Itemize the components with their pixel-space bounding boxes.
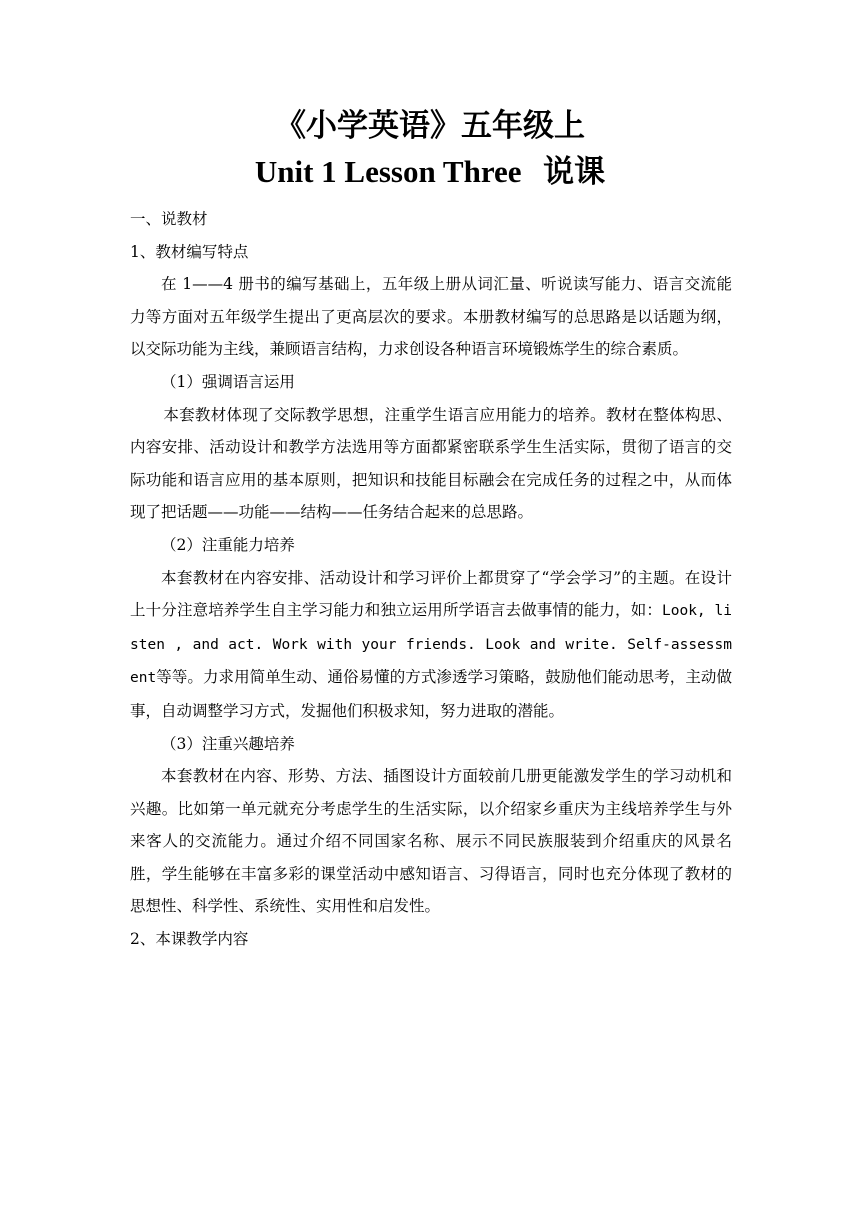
- sub2-english-examples: Look, listen , and act. Work with your friends. Look and write. Self-assessment: [130, 603, 732, 687]
- subtitle-shuoke: 说课: [543, 154, 606, 190]
- sub2-text-b: 等等。力求用简单生动、通俗易懂的方式渗透学习策略，鼓励他们能动思考，主动做事，自动调整学习方式，发掘他们积极求知，努力进取的潜能。: [130, 668, 732, 720]
- sub1-paragraph: 本套教材体现了交际教学思想，注重学生语言应用能力的培养。教材在整体构思、内容安排、活动设计和教学方法选用等方面都紧密联系学生生活实际，贯彻了语言的交际功能和语言应用的基本原则，把知识和技能目标融会在完成任务的过程之中，从而体现了把话题——功能——结构——任务结合起来的总思路。: [130, 405, 732, 522]
- sub3-paragraph: 本套教材在内容、形势、方法、插图设计方面较前几册更能激发学生的学习动机和兴趣。比如第一单元就充分考虑学生的生活实际，以介绍家乡重庆为主线培养学生与外来客人的交流能力。通过介绍不同国家名称、展示不同民族服装到介绍重庆的风景名胜，学生能够在丰富多彩的课堂活动中感知语言、习得语言，同时也充分体现了教材的思想性、科学性、系统性、实用性和启发性。: [130, 767, 732, 916]
- sub3-heading: （3）注重兴趣培养: [161, 734, 295, 753]
- subtitle-unit-lesson: Unit 1 Lesson Three: [254, 154, 522, 189]
- document-title: 《小学英语》五年级上: [275, 108, 585, 144]
- item1-heading: 1、教材编写特点: [130, 242, 249, 261]
- section1-heading: 一、说教材: [130, 210, 208, 228]
- sub1-heading: （1）强调语言运用: [161, 372, 295, 391]
- document-subtitle: [0, 152, 860, 192]
- item2-heading: 2、本课教学内容: [130, 930, 249, 949]
- sub2-text-a: 本套教材在内容安排、活动设计和学习评价上都贯穿了“学会学习”的主题。在设计上十分注意培养学生自主学习能力和独立运用所学语言去做事情的能力，如：: [130, 568, 732, 620]
- document-body: [130, 203, 732, 956]
- paragraph-intro: 在 1——4 册书的编写基础上，五年级上册从词汇量、听说读写能力、语言交流能力等方面对五年级学生提出了更高层次的要求。本册教材编写的总思路是以话题为纲，以交际功能为主线，兼顾语言结构，力求创设各种语言环境锻炼学生的综合素质。: [130, 275, 732, 359]
- sub2-heading: （2）注重能力培养: [161, 535, 295, 554]
- sub2-paragraph: [130, 562, 732, 728]
